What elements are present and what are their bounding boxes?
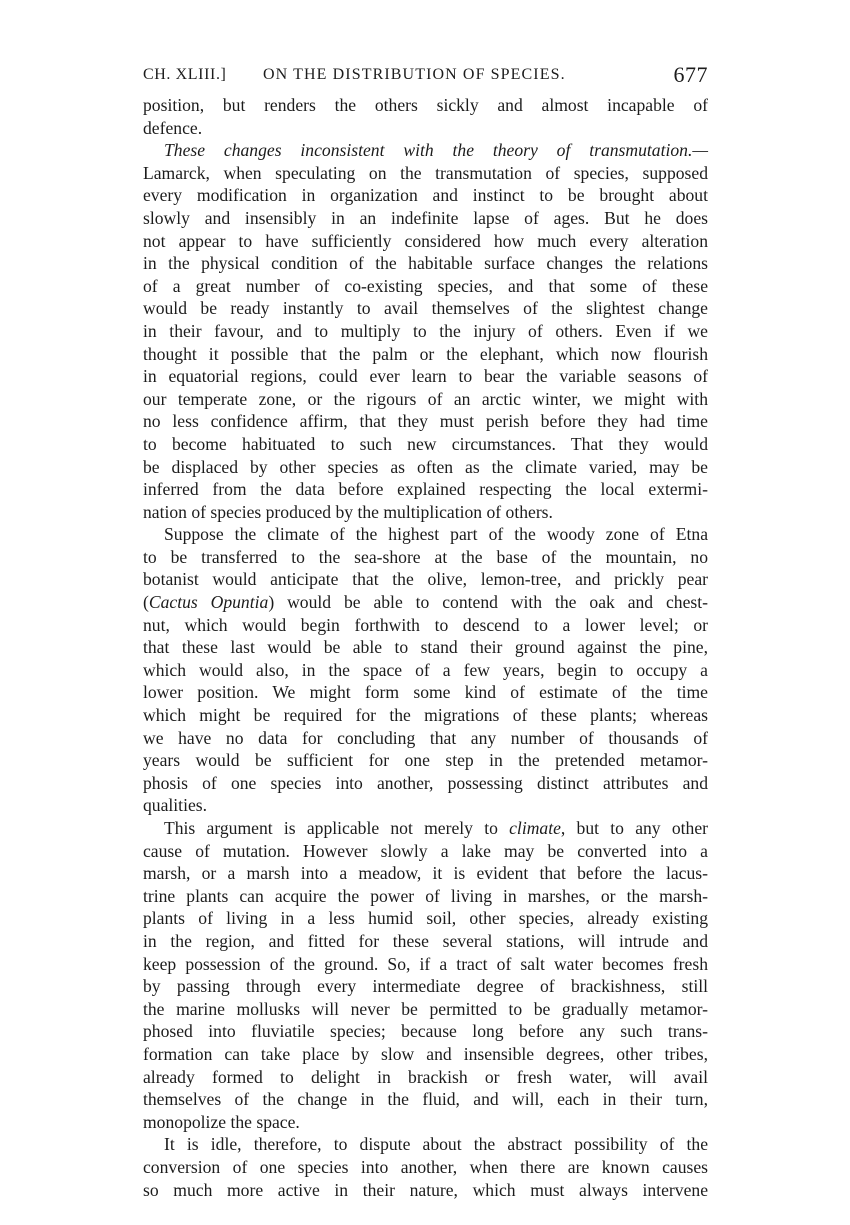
text-line: inferred from the data before explained respecting the local extermi- <box>143 479 708 500</box>
text-line: phosis of one species into another, possessing distinct attributes and <box>143 772 708 793</box>
section-heading-line <box>143 139 708 162</box>
text-line: no less confidence affirm, that they must perish before they had time <box>143 411 708 432</box>
text-line: by passing through every intermediate degree of brackishness, still <box>143 976 708 997</box>
text-line: every modification in organization and instinct to be brought about <box>143 185 708 206</box>
paragraph-4 <box>143 817 708 1133</box>
paragraph-1 <box>143 94 708 139</box>
text-line: Lamarck, when speculating on the transmutation of species, supposed <box>143 162 708 183</box>
text-line: trine plants can acquire the power of living in marshes, or the marsh- <box>143 885 708 906</box>
text-line: marsh, or a marsh into a meadow, it is evident that before the lacus- <box>143 863 708 884</box>
text-line: slowly and insensibly in an indefinite lapse of ages. But he does <box>143 207 708 228</box>
text-line: the marine mollusks will never be permitted to be gradually metamor- <box>143 998 708 1019</box>
text-line: in their favour, and to multiply to the injury of others. Even if we <box>143 320 708 341</box>
text-line: to be transferred to the sea-shore at the base of the mountain, no <box>143 546 708 567</box>
text-line: which might be required for the migrations of these plants; whereas <box>143 705 708 726</box>
text-line: in the physical condition of the habitable surface changes the relations <box>143 253 708 274</box>
text-line-cactus: (Cactus Opuntia) would be able to contend with the oak and chest- <box>143 592 708 613</box>
book-page <box>143 62 708 1201</box>
text-line: conversion of one species into another, when there are known causes <box>143 1156 708 1177</box>
text-line: Suppose the climate of the highest part of the woody zone of Etna <box>164 524 708 545</box>
text-fragment: , but to any other <box>560 818 708 838</box>
text-line: our temperate zone, or the rigours of an arctic winter, we might with <box>143 388 708 409</box>
text-line: be displaced by other species as often as the climate varied, may be <box>143 456 708 477</box>
text-line: It is idle, therefore, to dispute about the abstract possibility of the <box>164 1134 708 1155</box>
text-fragment: This argument is applicable not merely to <box>164 818 510 838</box>
chapter-label: CH. XLIII.] <box>143 66 227 83</box>
text-line: to become habituated to such new circumstances. That they would <box>143 433 708 454</box>
text-line: formation can take place by slow and insensible degrees, other tribes, <box>143 1043 708 1064</box>
text-line: keep possession of the ground. So, if a tract of salt water becomes fresh <box>143 953 708 974</box>
italic-term: Cactus Opuntia <box>148 592 269 613</box>
italic-term: climate <box>509 818 561 838</box>
text-line: of a great number of co-existing species, and that some of these <box>143 275 708 296</box>
text-line: in the region, and fitted for these several stations, will intrude and <box>143 930 708 951</box>
text-line: monopolize the space. <box>143 1111 300 1132</box>
paragraph-5 <box>143 1133 708 1201</box>
text-line: plants of living in a less humid soil, other species, already existing <box>143 908 708 929</box>
text-fragment: ) would be able to contend with the oak and chest- <box>268 592 708 613</box>
text-line: not appear to have sufficiently considered how much every alteration <box>143 230 708 251</box>
text-line: nut, which would begin forthwith to descend to a lower level; or <box>143 614 708 635</box>
running-title: ON THE DISTRIBUTION OF SPECIES. <box>263 66 566 83</box>
text-line: botanist would anticipate that the olive, lemon-tree, and prickly pear <box>143 569 708 590</box>
text-line: which would also, in the space of a few years, begin to occupy a <box>143 659 708 680</box>
text-line: we have no data for concluding that any number of thousands of <box>143 727 708 748</box>
text-line: qualities. <box>143 795 208 816</box>
text-line: so much more active in their nature, which must always intervene <box>143 1179 708 1200</box>
text-line: defence. <box>143 117 203 138</box>
paragraph-2 <box>143 139 708 523</box>
text-line: years would be sufficient for one step in the pretended metamor- <box>143 750 708 771</box>
text-line-climate <box>143 817 708 840</box>
section-heading: These changes inconsistent with the theory of transmutation.— <box>164 140 708 161</box>
paragraph-3 <box>143 523 708 817</box>
page-number: 677 <box>673 62 708 87</box>
text-line: would be ready instantly to avail themselves of the slightest change <box>143 298 708 319</box>
text-line: thought it possible that the palm or the elephant, which now flourish <box>143 343 708 364</box>
text-line: position, but renders the others sickly and almost incapable of <box>143 95 708 115</box>
running-head <box>143 62 708 92</box>
text-line: themselves of the change in the fluid, and will, each in their turn, <box>143 1089 708 1110</box>
text-line: nation of species produced by the multiplication of others. <box>143 501 553 522</box>
text-line: lower position. We might form some kind of estimate of the time <box>143 682 708 703</box>
text-line: phosed into fluviatile species; because long before any such trans- <box>143 1021 708 1042</box>
text-line: in equatorial regions, could ever learn to bear the variable seasons of <box>143 366 708 387</box>
text-line: cause of mutation. However slowly a lake may be converted into a <box>143 840 708 861</box>
text-line: that these last would be able to stand their ground against the pine, <box>143 637 708 658</box>
text-line: already formed to delight in brackish or fresh water, will avail <box>143 1066 708 1087</box>
